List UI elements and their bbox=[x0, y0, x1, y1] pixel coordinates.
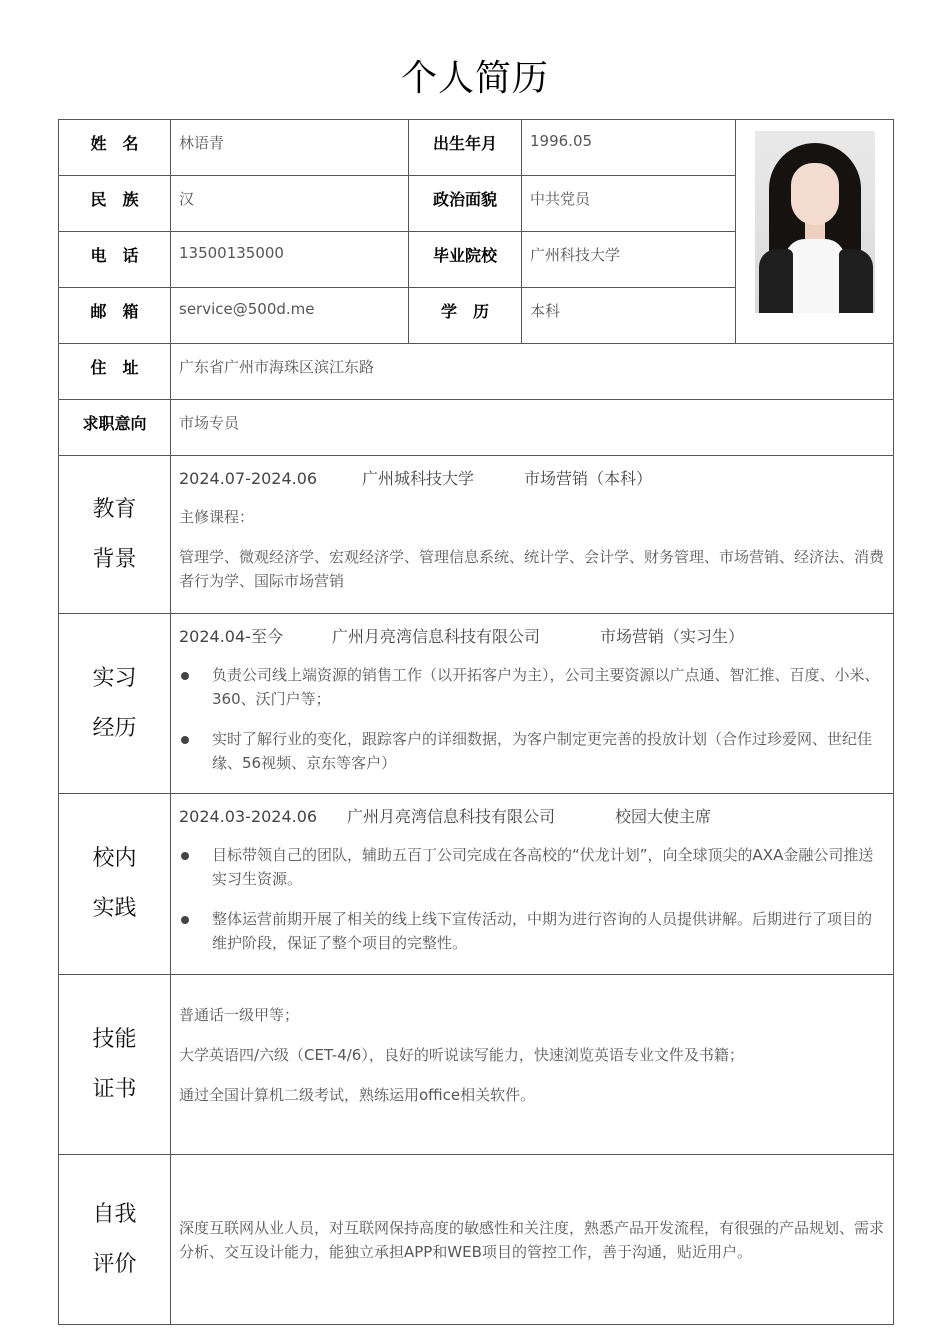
internship-period: 2024.04-至今 bbox=[179, 627, 283, 646]
self-body bbox=[171, 1155, 894, 1325]
page-title: 个人简历 bbox=[400, 58, 549, 99]
education-org: 广州城科技大学 bbox=[362, 469, 475, 488]
skill-item: 普通话一级甲等； bbox=[179, 1006, 300, 1024]
internship-label: 实习 经历 bbox=[59, 614, 171, 794]
education-role: 市场营销（本科） bbox=[524, 469, 653, 488]
ethnic-label: 民 族 bbox=[59, 176, 171, 232]
degree-value: 本科 bbox=[522, 288, 736, 344]
phone-value: 13500135000 bbox=[171, 232, 409, 288]
row-name bbox=[59, 120, 894, 176]
objective-label: 求职意向 bbox=[59, 400, 171, 456]
campus-period: 2024.03-2024.06 bbox=[179, 807, 318, 826]
section-campus bbox=[59, 794, 894, 975]
school-value: 广州科技大学 bbox=[522, 232, 736, 288]
address-label: 住 址 bbox=[59, 344, 171, 400]
bullet-icon bbox=[181, 736, 189, 744]
section-internship bbox=[59, 614, 894, 794]
row-address bbox=[59, 344, 894, 400]
email-value: service@500d.me bbox=[171, 288, 409, 344]
address-value: 广东省广州市海珠区滨江东路 bbox=[171, 344, 894, 400]
name-value: 林语青 bbox=[171, 120, 409, 176]
political-label: 政治面貌 bbox=[409, 176, 522, 232]
phone-label: 电 话 bbox=[59, 232, 171, 288]
degree-label: 学 历 bbox=[409, 288, 522, 344]
self-label: 自我 评价 bbox=[59, 1155, 171, 1325]
list-item: 负责公司线上端资源的销售工作（以开拓客户为主），公司主要资源以广点通、智汇推、百度、小米、360、沃门户等； bbox=[179, 663, 885, 711]
bullet-icon bbox=[181, 672, 189, 680]
birth-value: 1996.05 bbox=[522, 120, 736, 176]
education-body bbox=[171, 456, 894, 614]
section-skills bbox=[59, 975, 894, 1155]
internship-org: 广州月亮湾信息科技有限公司 bbox=[332, 627, 541, 646]
education-headline bbox=[179, 466, 885, 489]
profile-photo bbox=[755, 131, 875, 313]
list-item: 整体运营前期开展了相关的线上线下宣传活动，中期为进行咨询的人员提供讲解。后期进行了项目的维护阶段，保证了整个项目的完整性。 bbox=[179, 907, 885, 955]
skills-body bbox=[171, 975, 894, 1155]
campus-role: 校园大使主席 bbox=[615, 807, 712, 826]
name-label: 姓 名 bbox=[59, 120, 171, 176]
section-self bbox=[59, 1155, 894, 1325]
skills-label: 技能 证书 bbox=[59, 975, 171, 1155]
ethnic-value: 汉 bbox=[171, 176, 409, 232]
campus-label: 校内 实践 bbox=[59, 794, 171, 975]
email-label: 邮 箱 bbox=[59, 288, 171, 344]
birth-label: 出生年月 bbox=[409, 120, 522, 176]
list-item: 实时了解行业的变化，跟踪客户的详细数据，为客户制定更完善的投放计划（合作过珍爱网、世纪佳缘、56视频、京东等客户） bbox=[179, 727, 885, 775]
objective-value: 市场专员 bbox=[171, 400, 894, 456]
internship-headline bbox=[179, 624, 885, 647]
campus-headline bbox=[179, 804, 885, 827]
skill-item: 大学英语四/六级（CET-4/6），良好的听说读写能力，快速浏览英语专业文件及书籍； bbox=[179, 1046, 744, 1064]
row-objective bbox=[59, 400, 894, 456]
courses-label: 主修课程： bbox=[179, 508, 255, 526]
photo-cell bbox=[736, 120, 894, 344]
campus-body bbox=[171, 794, 894, 975]
list-item: 目标带领自己的团队，辅助五百丁公司完成在各高校的“伏龙计划”，向全球顶尖的AXA金融公司推送实习生资源。 bbox=[179, 843, 885, 891]
internship-body bbox=[171, 614, 894, 794]
skill-item: 通过全国计算机二级考试，熟练运用office相关软件。 bbox=[179, 1086, 536, 1104]
resume-table bbox=[58, 119, 894, 1325]
bullet-icon bbox=[181, 852, 189, 860]
education-period: 2024.07-2024.06 bbox=[179, 469, 318, 488]
bullet-icon bbox=[181, 916, 189, 924]
internship-role: 市场营销（实习生） bbox=[600, 627, 745, 646]
courses-text: 管理学、微观经济学、宏观经济学、管理信息系统、统计学、会计学、财务管理、市场营销、经济法、消费者行为学、国际市场营销 bbox=[179, 548, 885, 590]
education-label: 教育 背景 bbox=[59, 456, 171, 614]
self-text: 深度互联网从业人员，对互联网保持高度的敏感性和关注度，熟悉产品开发流程，有很强的产品规划、需求分析、交互设计能力，能独立承担APP和WEB项目的管控工作，善于沟通，贴近用户。 bbox=[179, 1218, 885, 1261]
school-label: 毕业院校 bbox=[409, 232, 522, 288]
political-value: 中共党员 bbox=[522, 176, 736, 232]
campus-org: 广州月亮湾信息科技有限公司 bbox=[347, 807, 556, 826]
section-education bbox=[59, 456, 894, 614]
